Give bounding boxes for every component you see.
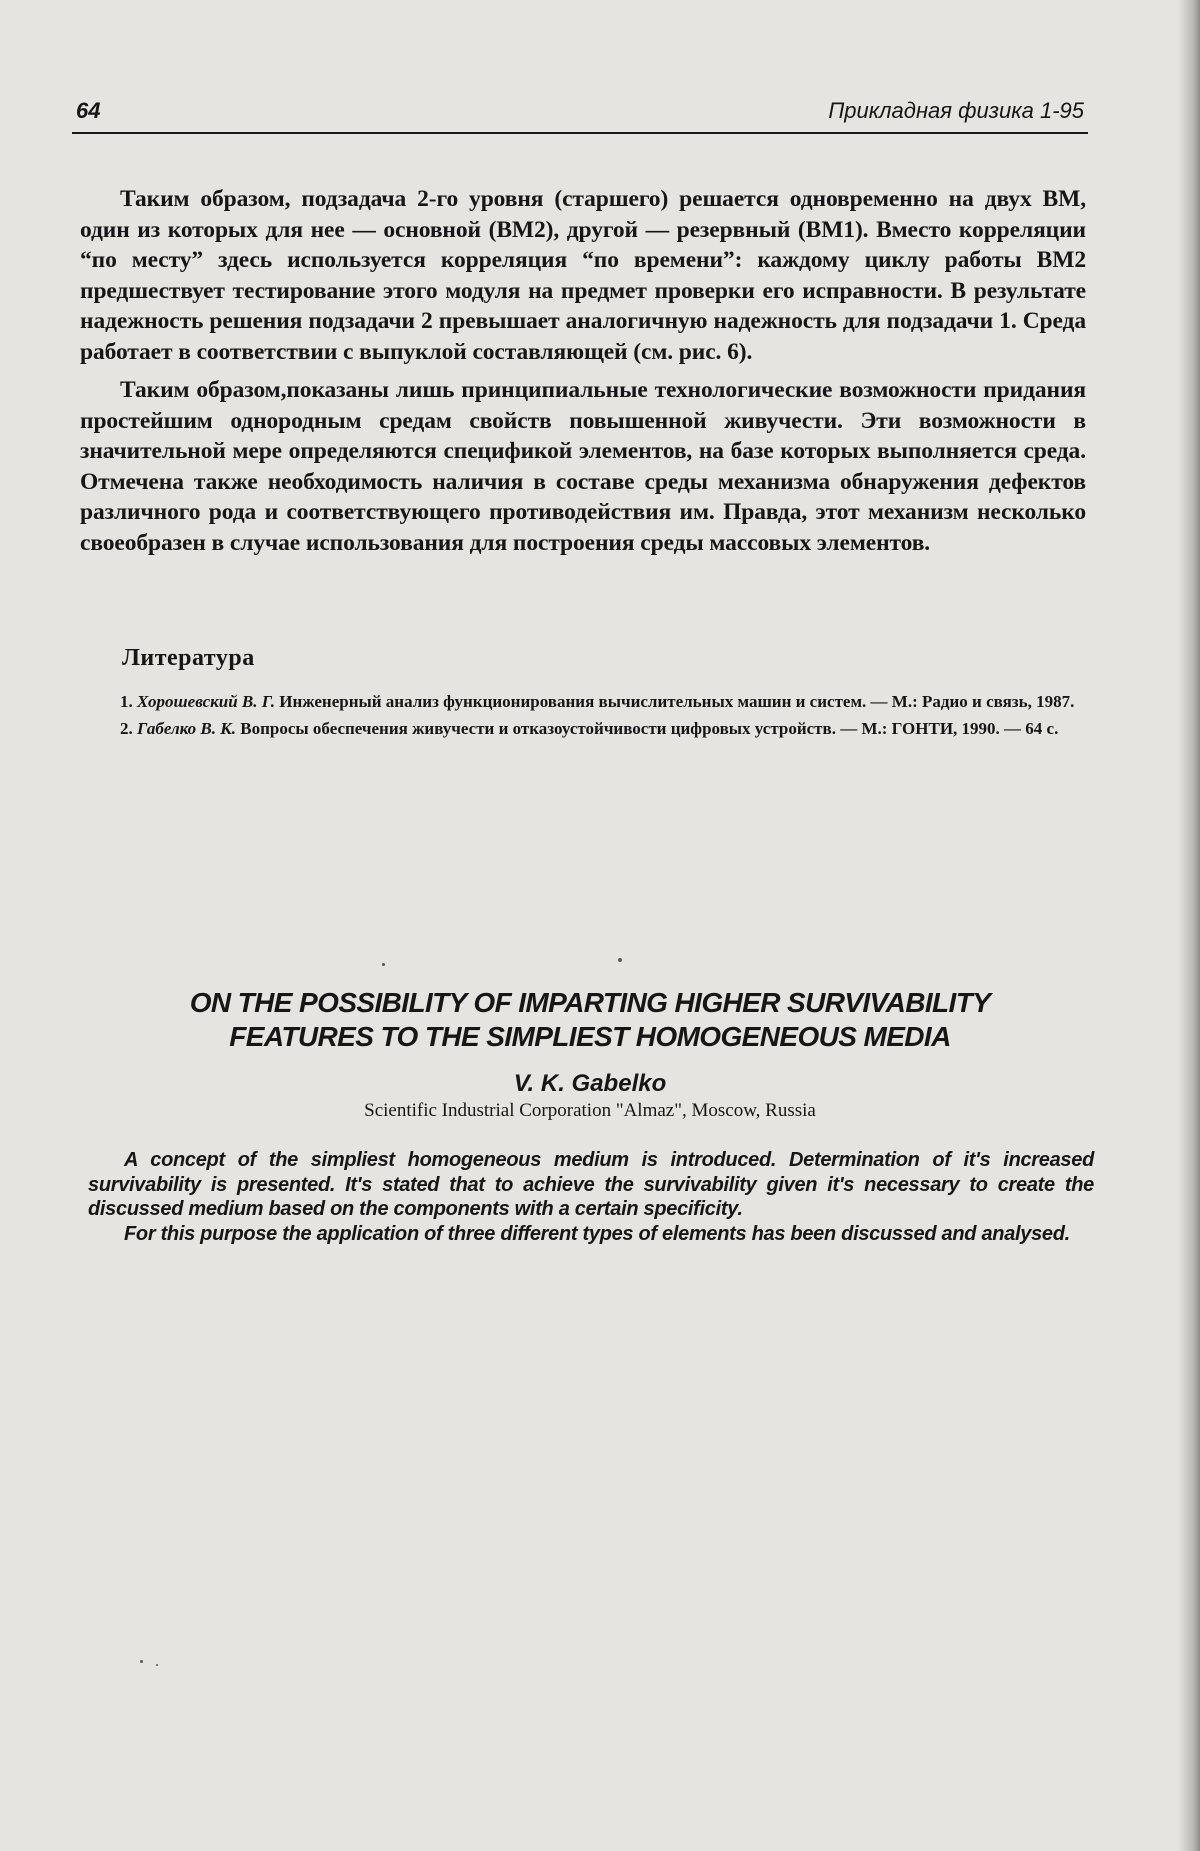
english-abstract: [88, 1148, 1094, 1246]
reference-text: Вопросы обеспечения живучести и отказоустойчивости цифровых устройств. — М.: ГОНТИ, 1990. — 64 с.: [240, 719, 1059, 738]
paragraph: Таким образом, подзадача 2-го уровня (старшего) решается одновременно на двух ВМ, один из которых для нее — основной (ВМ2), другой — резервный (ВМ1). Вместо корреляции “по месту” здесь используется корреляция “по времени”: каждому циклу работы ВМ2 предшествует тестирование этого модуля на предмет проверки его исправности. В результате надежность решения подзадачи 2 превышает аналогичную надежность для подзадачи 1. Среда работает в соответствии с выпуклой составляющей (см. рис. 6).: [80, 186, 1086, 365]
paragraph: Таким образом,показаны лишь принципиальные технологические возможности придания простейшим однородным средам свойств повышенной живучести. Эти возможности в значительной мере определяются спецификой элементов, на базе которых выполняется среда. Отмечена также необходимость наличия в составе среды механизма обнаружения дефектов различного рода и соответствующего противодействия им. Правда, этот механизм несколько своеобразен в случае использования для построения среды массовых элементов.: [80, 377, 1086, 556]
reference-item: [80, 716, 1086, 741]
english-title: [80, 986, 1100, 1054]
reference-author: Габелко В. К.: [137, 719, 237, 738]
scan-speck: [618, 958, 622, 962]
scan-speck: [140, 1660, 143, 1663]
running-title: Прикладная физика 1-95: [828, 98, 1084, 123]
reference-item: [80, 689, 1086, 714]
page-edge-shadow: [1178, 0, 1200, 1851]
scan-speck: [382, 963, 385, 966]
abstract-paragraph: A concept of the simpliest homogeneous medium is introduced. Determination of it's increased survivability is presented. It's stated that to achieve the survivability given it's necessary to create the discussed medium based on the components with a certain specificity.: [88, 1149, 1094, 1220]
literature-heading: Литература: [122, 645, 255, 671]
reference-author: Хорошевский В. Г.: [137, 692, 275, 711]
reference-number: 2.: [120, 719, 133, 738]
english-author: V. K. Gabelko: [513, 1070, 667, 1097]
page-number: 64: [76, 98, 101, 123]
reference-text: Инженерный анализ функционирования вычислительных машин и систем. — М.: Радио и связь, 1987.: [279, 692, 1075, 711]
english-affiliation: Scientific Industrial Corporation "Almaz", Moscow, Russia: [364, 1100, 816, 1121]
english-title-line: ON THE POSSIBILITY OF IMPARTING HIGHER SURVIVABILITY: [189, 987, 991, 1018]
body-text: [80, 184, 1086, 566]
abstract-paragraph: For this purpose the application of three different types of elements has been discussed and analysed.: [124, 1222, 1070, 1245]
reference-list: [80, 689, 1086, 743]
english-title-line: FEATURES TO THE SIMPLIEST HOMOGENEOUS MEDIA: [229, 1021, 951, 1052]
page-header: [72, 98, 1088, 134]
reference-number: 1.: [120, 692, 133, 711]
scan-speck: [156, 1664, 158, 1666]
